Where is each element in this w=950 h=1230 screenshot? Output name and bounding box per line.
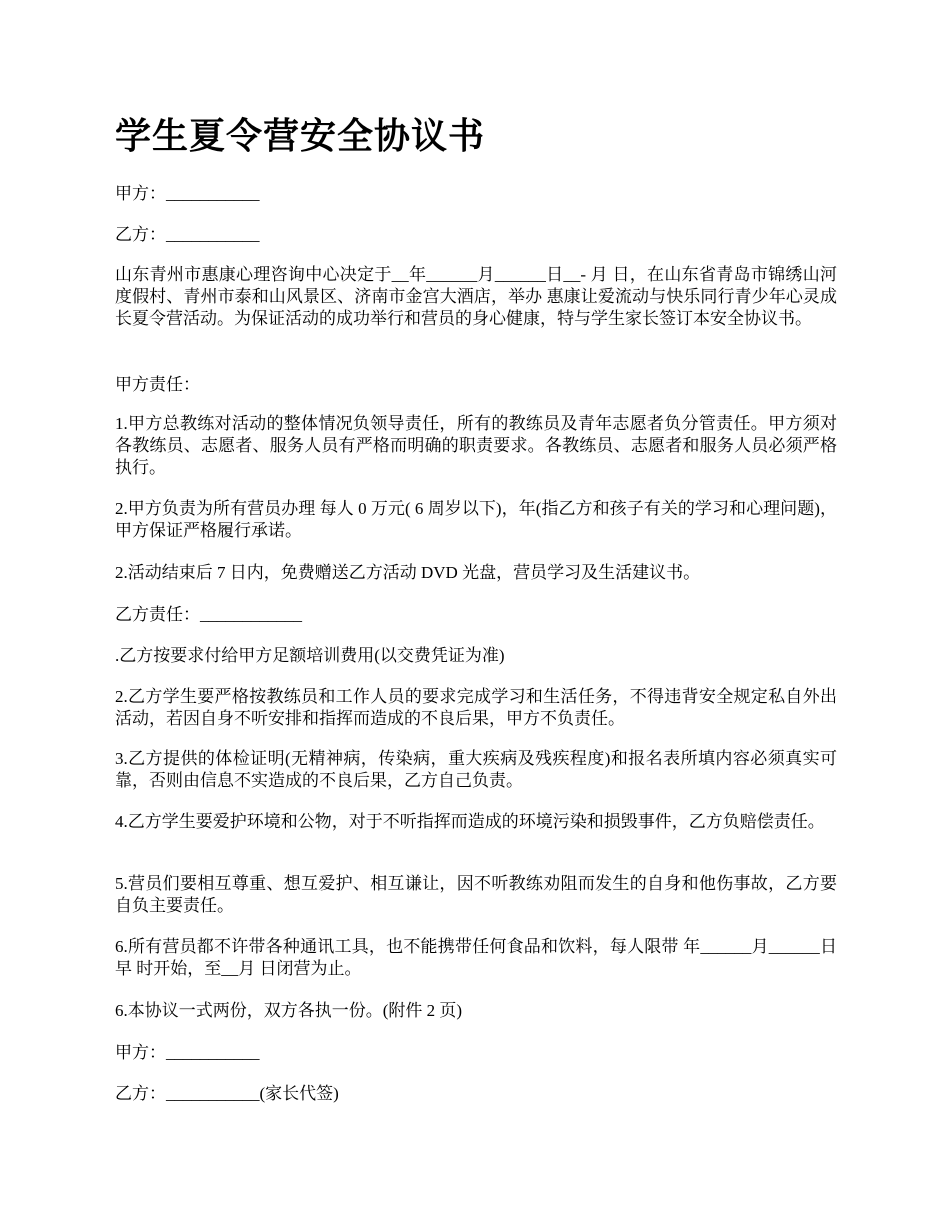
party-a-duty-item: 2.甲方负责为所有营员办理 每人 0 万元( 6 周岁以下)，年(指乙方和孩子有关的学习和心理问题)，甲方保证严格履行承诺。	[115, 499, 837, 540]
party-b-duties-heading: 乙方责任：____________	[115, 605, 302, 624]
party-b-duty-item: .乙方按要求付给甲方足额培训费用(以交费凭证为准)	[115, 646, 505, 665]
signature-party-b: 乙方：___________(家长代签)	[115, 1084, 339, 1103]
party-b-duty-item: 4.乙方学生要爱护环境和公物，对于不听指挥而造成的环境污染和损毁事件，乙方负赔偿责任。	[115, 812, 825, 831]
document-title: 学生夏令营安全协议书	[115, 116, 486, 157]
party-a-duties-heading: 甲方责任：	[115, 375, 200, 394]
signature-party-a: 甲方：___________	[115, 1043, 260, 1062]
intro-paragraph: 山东青州市惠康心理咨询中心决定于__年______月______日__- 月 日，在山东省青岛市锦绣山河度假村、青州市泰和山风景区、济南市金宫大酒店，举办 惠康让爱流动与快乐同行青少年心灵成长夏令营活动。为保证活动的成功举行和营员的身心健康，特与学生家长签订本安全协议书。	[115, 265, 837, 328]
party-a-duty-item: 1.甲方总教练对活动的整体情况负领导责任，所有的教练员及青年志愿者负分管责任。甲方须对各教练员、志愿者、服务人员有严格而明确的职责要求。各教练员、志愿者和服务人员必须严格执行。	[115, 414, 837, 477]
party-b-duty-item: 6.所有营员都不许带各种通讯工具，也不能携带任何食品和饮料，每人限带 年______月______日早 时开始，至__月 日闭营为止。	[115, 937, 837, 978]
party-b-field: 乙方：___________	[115, 225, 260, 244]
party-b-duty-item: 2.乙方学生要严格按教练员和工作人员的要求完成学习和生活任务，不得违背安全规定私自外出活动，若因自身不听安排和指挥而造成的不良后果，甲方不负责任。	[115, 687, 837, 728]
party-b-duty-item: 3.乙方提供的体检证明(无精神病，传染病，重大疾病及残疾程度)和报名表所填内容必须真实可靠，否则由信息不实造成的不良后果，乙方自己负责。	[115, 749, 837, 790]
party-b-duty-item: 6.本协议一式两份，双方各执一份。(附件 2 页)	[115, 1001, 463, 1020]
party-a-field: 甲方：___________	[115, 184, 260, 203]
party-a-duty-item: 2.活动结束后 7 日内，免费赠送乙方活动 DVD 光盘，营员学习及生活建议书。	[115, 563, 701, 582]
party-b-duty-item: 5.营员们要相互尊重、想互爱护、相互谦让，因不听教练劝阻而发生的自身和他伤事故，乙方要自负主要责任。	[115, 874, 837, 915]
